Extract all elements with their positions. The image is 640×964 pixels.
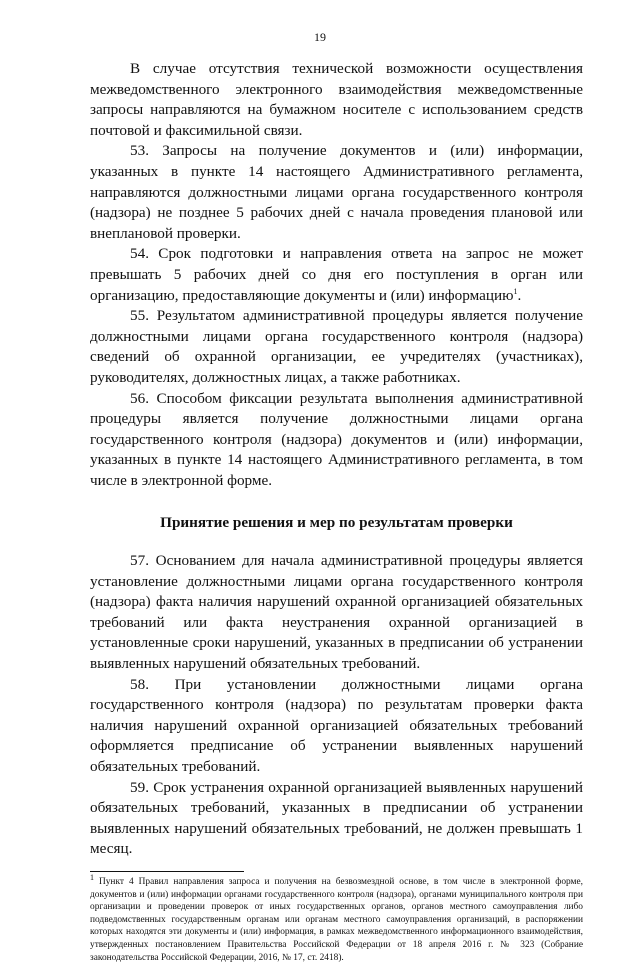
paragraph-text: В случае отсутствия технической возможности осуществления межведомственного электронного взаимодействия межведомственные запросы направляются на бумажном носителе с использованием средств почтовой и факсимильной связи. bbox=[90, 60, 583, 139]
paragraph-58 bbox=[90, 675, 583, 778]
paragraph-54 bbox=[90, 244, 583, 306]
paragraph-text: 58. При установлении должностными лицами органа государственного контроля (надзора) по результатам проверки факта наличия нарушений охранной организацией обязательных требований оформляется предписание об устранении выявленных нарушений обязательных требований. bbox=[90, 675, 583, 775]
paragraph-text-tail: . bbox=[517, 286, 522, 304]
paragraph-text: 53. Запросы на получение документов и (или) информации, указанных в пункте 14 настоящего Административного регламента, направляются должностными лицами органа государственного контроля (надзора) не позднее 5 рабочих дней с начала проведения плановой или внеплановой проверки. bbox=[90, 142, 583, 242]
paragraph-electronic-interaction-fallback bbox=[90, 59, 583, 141]
page-number: 19 bbox=[314, 30, 326, 44]
paragraph-text: 56. Способом фиксации результата выполнения административной процедуры является получение должностными лицами органа государственного контроля (надзора) документов и (или) информации, указанных в пункте 14 настоящего Административного регламента, в том числе в электронной форме. bbox=[90, 389, 583, 489]
footnote-reference: 1 bbox=[513, 286, 518, 296]
paragraph-53 bbox=[90, 141, 583, 244]
paragraph-text: 54. Срок подготовки и направления ответа на запрос не может превышать 5 рабочих дней со дня его поступления в орган или организацию, предоставляющие документы и (или) информацию bbox=[90, 245, 583, 304]
footnote-marker: 1 bbox=[90, 872, 94, 882]
document-body bbox=[90, 59, 583, 964]
paragraph-59 bbox=[90, 778, 583, 860]
paragraph-55 bbox=[90, 306, 583, 388]
paragraph-text: 55. Результатом административной процедуры является получение должностными лицами органа государственного контроля (надзора) сведений об охранной организации, ее учредителях (участниках), руководителях, должностных лицах, а также работниках. bbox=[90, 307, 583, 386]
footnote bbox=[90, 872, 583, 964]
paragraph-text: 59. Срок устранения охранной организацией выявленных нарушений обязательных требований, указанных в предписании об устранении выявленных нарушений обязательных требований, не должен превышать 1 месяц. bbox=[90, 778, 583, 858]
section-heading: Принятие решения и мер по результатам проверки bbox=[160, 514, 513, 532]
footnote-text: Пункт 4 Правил направления запроса и получения на безвозмездной основе, в том числе в электронной форме, документов и (или) информации органами государственного контроля (надзора), органами муниципального контроля при организации и проведении проверок от иных государственных органов, органов местного самоуправления либо подведомственных государственным органам или органам местного самоуправления организаций, в распоряжении которых находятся эти документы и (или) информация, в рамках межведомственного информационного взаимодействия, утвержденных постановлением Правительства Российской Федерации от 18 апреля 2016 г. № 323 (Собрание законодательства Российской Федерации, 2016, № 17, ст. 2418). bbox=[90, 876, 583, 963]
paragraph-57 bbox=[90, 551, 583, 675]
footnote-separator bbox=[90, 871, 244, 872]
paragraph-56 bbox=[90, 389, 583, 492]
paragraph-text: 57. Основанием для начала административной процедуры является установление должностными лицами органа государственного контроля (надзора) факта наличия нарушений охранной организацией обязательных требований или факта неустранения охранной организацией в установленные сроки нарушений, указанных в предписании об устранении выявленных нарушений обязательных требований. bbox=[90, 552, 583, 673]
